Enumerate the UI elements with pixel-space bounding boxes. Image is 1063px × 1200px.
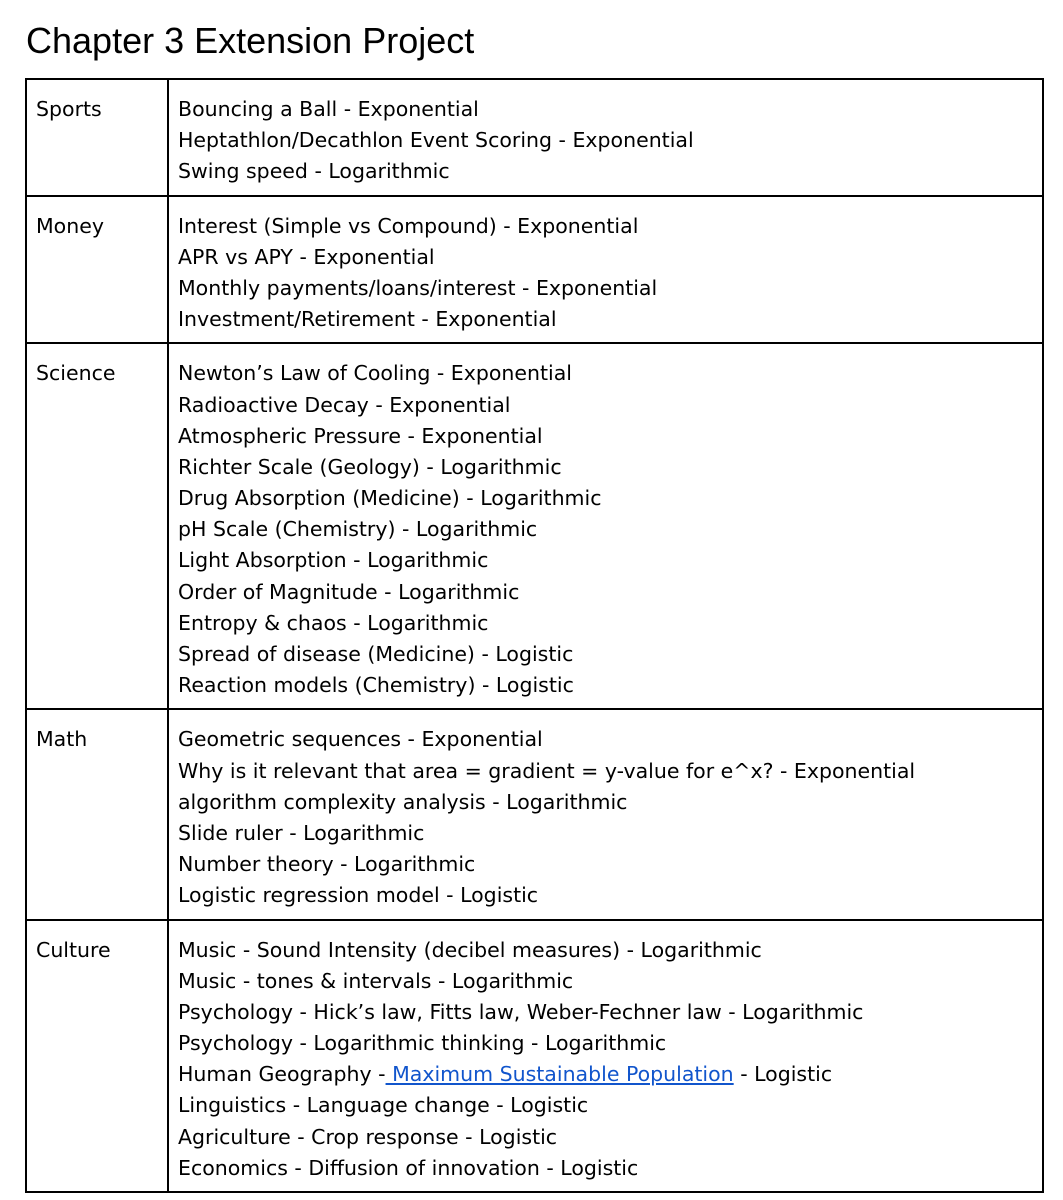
list-item: Music - Sound Intensity (decibel measures) - Logarithmic	[178, 937, 762, 962]
list-item-with-link	[178, 1059, 1033, 1090]
list-item: Geometric sequences - Exponential	[178, 727, 543, 752]
table-row	[26, 79, 1043, 196]
link-line-prefix: Human Geography -	[178, 1062, 386, 1087]
list-item: Number theory - Logarithmic	[178, 852, 476, 877]
list-item: Swing speed - Logarithmic	[178, 159, 450, 184]
items-cell	[168, 920, 1043, 1193]
list-item: Monthly payments/loans/interest - Exponential	[178, 275, 658, 300]
table-row	[26, 196, 1043, 344]
list-item: Spread of disease (Medicine) - Logistic	[178, 642, 574, 666]
list-item: pH Scale (Chemistry) - Logarithmic	[178, 517, 538, 542]
list-item: Newton’s Law of Cooling - Exponential	[178, 361, 572, 386]
category-cell	[26, 709, 168, 919]
category-label-sports: Sports	[36, 97, 102, 121]
list-item: Reaction models (Chemistry) - Logistic	[178, 673, 574, 698]
category-label-science: Science	[36, 361, 116, 386]
list-item: Agriculture - Crop response - Logistic	[178, 1124, 558, 1149]
table-row	[26, 343, 1043, 709]
items-cell	[168, 709, 1043, 919]
list-item: Investment/Retirement - Exponential	[178, 307, 557, 332]
list-item: Psychology - Hick’s law, Fitts law, Weber-Fechner law - Logarithmic	[178, 999, 864, 1024]
items-cell	[168, 79, 1043, 196]
list-item: Atmospheric Pressure - Exponential	[178, 423, 543, 448]
list-item: Order of Magnitude - Logarithmic	[178, 579, 520, 604]
list-item: Richter Scale (Geology) - Logarithmic	[178, 454, 562, 479]
list-item: Linguistics - Language change - Logistic	[178, 1093, 589, 1118]
list-item: Logistic regression model - Logistic	[178, 883, 539, 908]
maximum-sustainable-population-link[interactable]: Maximum Sustainable Population	[385, 1062, 734, 1087]
list-item: Interest (Simple vs Compound) - Exponential	[178, 213, 639, 238]
list-item: Light Absorption - Logarithmic	[178, 548, 489, 573]
link-line-suffix: - Logistic	[733, 1062, 833, 1087]
category-label-math: Math	[36, 727, 88, 752]
list-item: Entropy & chaos - Logarithmic	[178, 610, 489, 635]
table-row	[26, 709, 1043, 919]
list-item: Why is it relevant that area = gradient = y-value for e^x? - Exponential	[178, 758, 916, 783]
list-item: Radioactive Decay - Exponential	[178, 392, 511, 417]
list-item: APR vs APY - Exponential	[178, 244, 435, 269]
list-item: algorithm complexity analysis - Logarithmic	[178, 789, 628, 814]
list-item: Heptathlon/Decathlon Event Scoring - Exponential	[178, 128, 694, 153]
table-row	[26, 920, 1043, 1193]
topics-table	[25, 78, 1044, 1193]
category-cell	[26, 79, 168, 196]
category-cell	[26, 343, 168, 709]
list-item: Economics - Diffusion of innovation - Logistic	[178, 1155, 639, 1180]
items-cell	[168, 196, 1043, 344]
list-item: Bouncing a Ball - Exponential	[178, 97, 479, 121]
category-cell	[26, 196, 168, 344]
list-item: Slide ruler - Logarithmic	[178, 820, 425, 845]
items-cell	[168, 343, 1043, 709]
page-title: Chapter 3 Extension Project	[26, 20, 475, 61]
list-item: Psychology - Logarithmic thinking - Logarithmic	[178, 1031, 667, 1056]
list-item: Music - tones & intervals - Logarithmic	[178, 968, 574, 993]
list-item: Drug Absorption (Medicine) - Logarithmic	[178, 486, 602, 511]
category-cell	[26, 920, 168, 1193]
category-label-culture: Culture	[36, 937, 111, 962]
category-label-money: Money	[36, 213, 104, 238]
